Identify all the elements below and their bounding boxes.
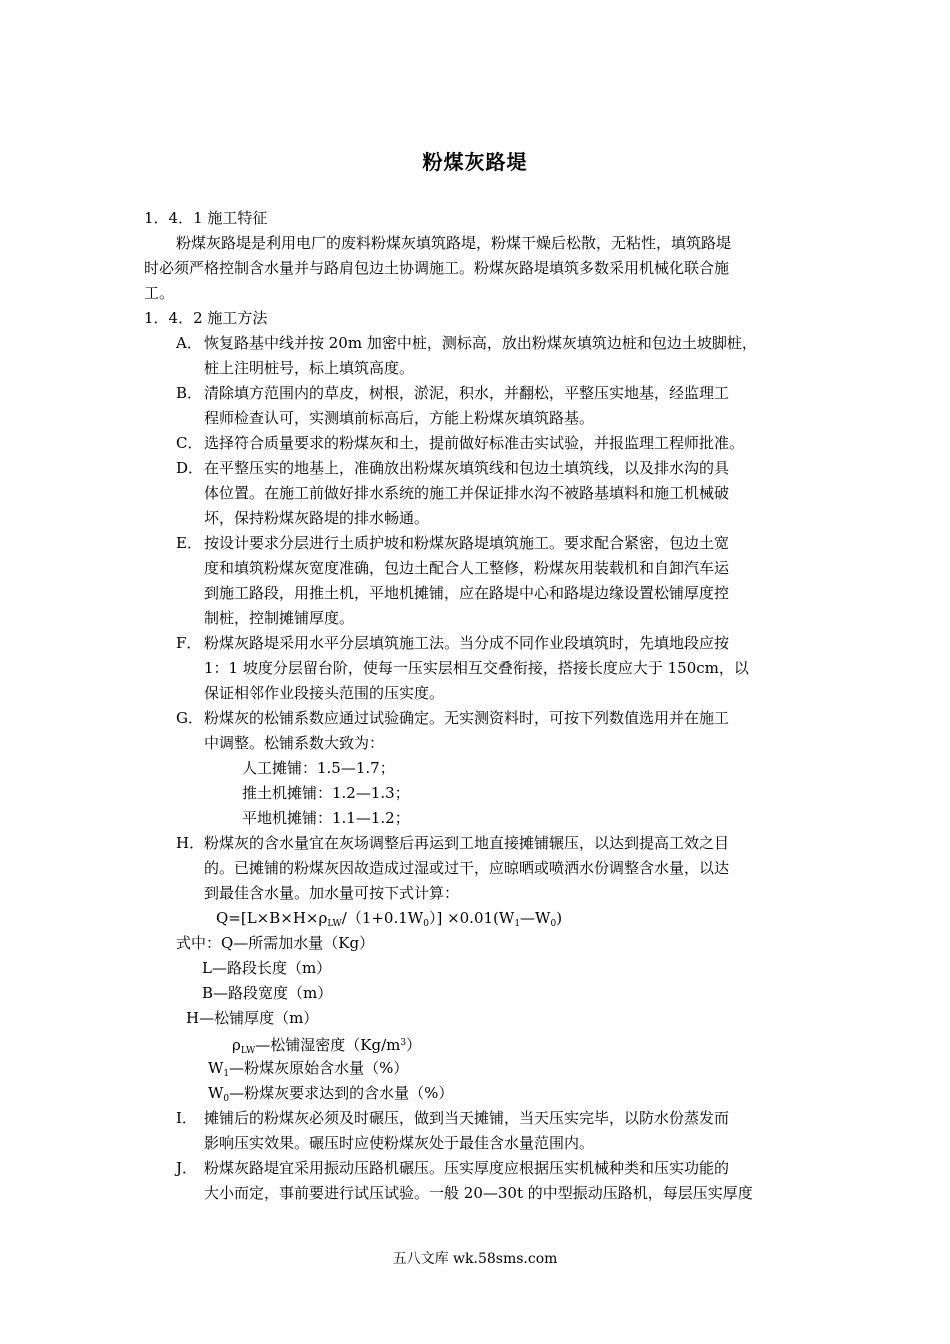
list-item-e — [176, 532, 729, 554]
list-item-a — [176, 332, 757, 354]
paragraph-line: 粉煤灰路堤是利用电厂的废料粉煤灰填筑路堤，粉煤干燥后松散，无粘性，填筑路堤 — [176, 234, 732, 252]
item-label: F． — [176, 634, 202, 652]
section-heading-2: 1．4．2 施工方法 — [144, 309, 268, 327]
item-text: 保证相邻作业段接头范围的压实度。 — [204, 684, 445, 702]
item-label: H． — [176, 834, 205, 852]
spread-coefficient-item: 平地机摊铺：1.1—1.2； — [242, 809, 410, 827]
item-text: 恢复路基中线并按 20m 加密中桩，测标高，放出粉煤灰填筑边桩和包边土坡脚桩， — [204, 334, 757, 352]
section-heading-text: 1．4．1 施工特征 — [144, 209, 268, 227]
item-text: 到施工路段，用推土机，平地机摊铺，应在路堤中心和路堤边缘设置松铺厚度控 — [204, 584, 730, 602]
item-label: B． — [176, 384, 203, 402]
item-text: 粉煤灰的含水量宜在灰场调整后再运到工地直接摊铺辗压，以达到提高工效之目 — [204, 834, 730, 852]
item-text: 1：1 坡度分层留台阶，使每一压实层相互交叠衔接，搭接长度应大于 150cm，以 — [204, 659, 749, 677]
water-formula: $Q=[L\times B\times H\times\rho_{LW}/(1+0.1W_0)]$ $\times 0.01(W_1—W_0)$ — [216, 909, 563, 929]
paragraph-line: 工。 — [144, 284, 175, 302]
item-label: D． — [176, 459, 204, 477]
variable-definition: H—松铺厚度（m） — [186, 1009, 319, 1027]
spread-coefficient-item: 推土机摊铺：1.2—1.3； — [242, 784, 410, 802]
item-text: 程师检查认可，实测填前标高后，方能上粉煤灰填筑路基。 — [204, 409, 595, 427]
item-text: 大小而定，事前要进行试压试验。一般 20—30t 的中型振动压路机，每层压实厚度 — [204, 1184, 753, 1202]
list-item-h — [176, 832, 729, 854]
item-text: 坏，保持粉煤灰路堤的排水畅通。 — [204, 509, 430, 527]
variable-definition: $W_1—$粉煤灰原始含水量（%） — [208, 1059, 409, 1079]
spread-coefficient-item: 人工摊铺：1.5—1.7； — [242, 759, 395, 777]
variable-definition: B—路段宽度（m） — [202, 984, 333, 1002]
variable-definition: 式中：Q—所需加水量（Kg） — [176, 934, 375, 952]
item-text: 体位置。在施工前做好排水系统的施工并保证排水沟不被路基填料和施工机械破 — [204, 484, 730, 502]
item-text: 度和填筑粉煤灰宽度准确，包边土配合人工整修，粉煤灰用装载机和自卸汽车运 — [204, 559, 730, 577]
item-text: 选择符合质量要求的粉煤灰和土，提前做好标准击实试验，并报监理工程师批准。 — [204, 434, 745, 452]
item-text: 中调整。松铺系数大致为： — [204, 734, 385, 752]
item-text: 影响压实效果。碾压时应使粉煤灰处于最佳含水量范围内。 — [204, 1134, 595, 1152]
variable-definition: $\rho_{LW}—$松铺湿密度$(Kg/m^3)$ — [232, 1036, 422, 1056]
item-text: 粉煤灰路堤采用水平分层填筑施工法。当分成不同作业段填筑时，先填地段应按 — [204, 634, 730, 652]
item-text: 按设计要求分层进行土质护坡和粉煤灰路堤填筑施工。要求配合紧密，包边土宽 — [204, 534, 730, 552]
list-item-i — [176, 1107, 729, 1129]
item-label: E． — [176, 534, 202, 552]
list-item-j — [176, 1157, 729, 1179]
paragraph-line: 时必须严格控制含水量并与路肩包边土协调施工。粉煤灰路堤填筑多数采用机械化联合施 — [144, 259, 730, 277]
item-text: 清除填方范围内的草皮，树根，淤泥，积水，并翻松，平整压实地基，经监理工 — [204, 384, 730, 402]
page-title: 粉煤灰路堤 — [422, 150, 528, 174]
item-text: 摊铺后的粉煤灰必须及时碾压，做到当天摊铺，当天压实完毕，以防水份蒸发而 — [204, 1109, 730, 1127]
item-text: 制桩，控制摊铺厚度。 — [204, 609, 355, 627]
item-text: 的。已摊铺的粉煤灰因故造成过湿或过干，应晾晒或喷洒水份调整含水量，以达 — [204, 859, 730, 877]
item-label: A． — [176, 334, 202, 352]
footer-watermark: 五八文库 wk.58sms.com — [392, 1251, 558, 1267]
list-item-c — [176, 432, 744, 454]
item-text: 在平整压实的地基上，准确放出粉煤灰填筑线和包边土填筑线，以及排水沟的具 — [204, 459, 730, 477]
item-label: G． — [176, 709, 203, 727]
item-label: C． — [176, 434, 203, 452]
list-item-b — [176, 382, 729, 404]
item-label: J． — [176, 1159, 198, 1177]
item-label: I． — [176, 1109, 197, 1127]
list-item-g — [176, 707, 729, 729]
item-text: 到最佳含水量。加水量可按下式计算： — [204, 884, 460, 902]
section-heading-1 — [144, 207, 267, 229]
item-text: 桩上注明桩号，标上填筑高度。 — [204, 359, 415, 377]
item-text: 粉煤灰路堤宜采用振动压路机碾压。压实厚度应根据压实机械种类和压实功能的 — [204, 1159, 730, 1177]
list-item-f — [176, 632, 729, 654]
list-item-d — [176, 457, 729, 479]
variable-definition: L—路段长度（m） — [202, 959, 332, 977]
variable-definition: $W_0—$粉煤灰要求达到的含水量（%） — [208, 1084, 454, 1104]
item-text: 粉煤灰的松铺系数应通过试验确定。无实测资料时，可按下列数值选用并在施工 — [204, 709, 730, 727]
